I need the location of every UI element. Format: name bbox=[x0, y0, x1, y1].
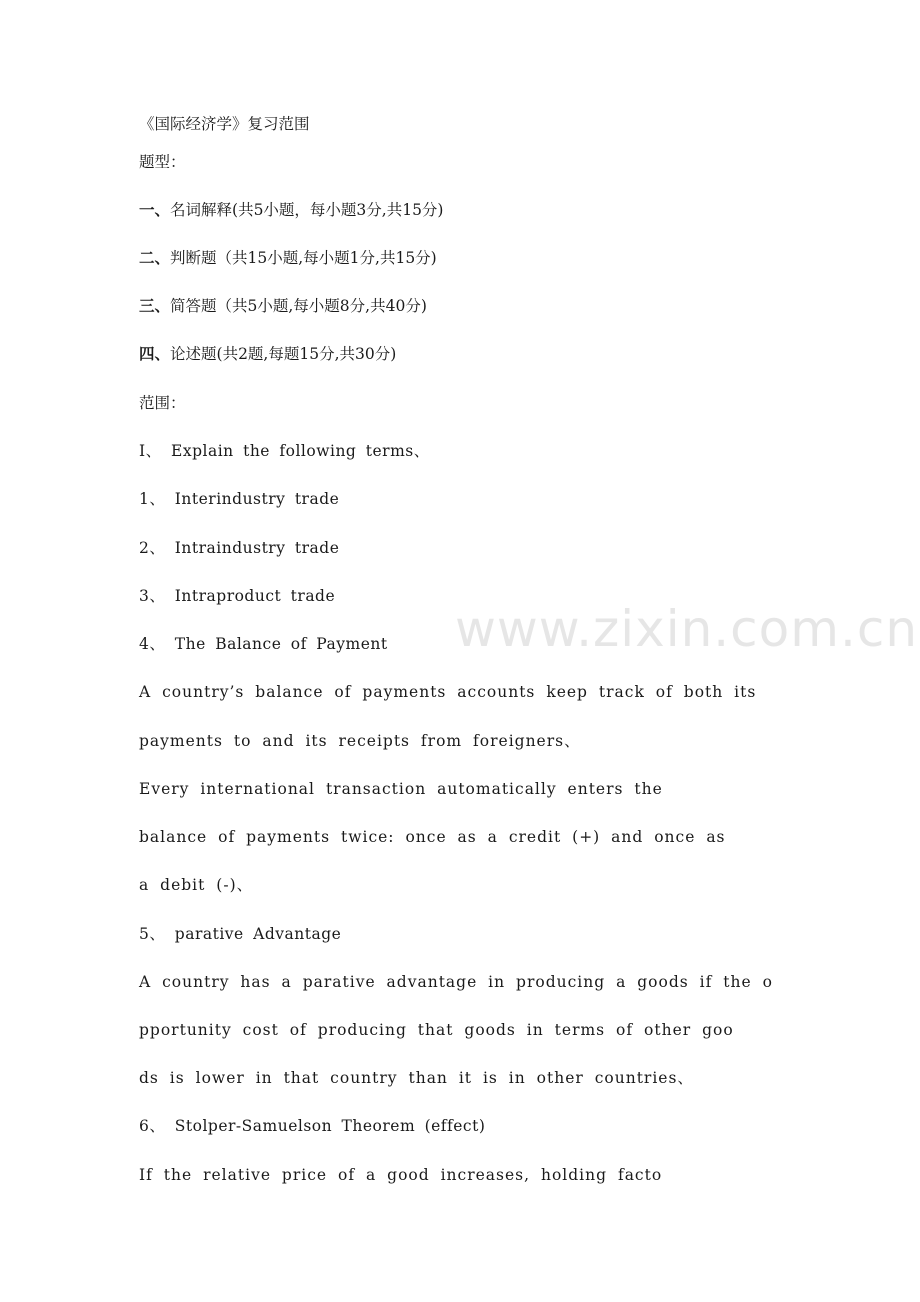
term-item-3: 3、 Intraproduct trade bbox=[139, 587, 336, 605]
bop-definition-line: payments to and its receipts from foreigners、 bbox=[139, 732, 581, 750]
question-type-2 bbox=[139, 247, 860, 269]
term-item-2: 2、 Intraindustry trade bbox=[139, 539, 340, 557]
ca-definition-line: ds is lower in that country than it is in other countries、 bbox=[139, 1069, 694, 1087]
term-item-5: 5、 parative Advantage bbox=[139, 925, 342, 943]
question-type-text: 判断题（共15小题,每小题1分,共15分) bbox=[170, 249, 437, 267]
section-heading: I、 Explain the following terms、 bbox=[139, 442, 430, 460]
term-item-6: 6、 Stolper-Samuelson Theorem (effect) bbox=[139, 1117, 486, 1135]
bop-definition-line: balance of payments twice: once as a credit (+) and once as bbox=[139, 828, 726, 846]
document-title: 《国际经济学》复习范围 bbox=[139, 115, 310, 133]
term-item-4: 4、 The Balance of Payment bbox=[139, 635, 388, 653]
question-type-text: 论述题(共2题,每题15分,共30分) bbox=[170, 345, 397, 363]
ca-definition-line: A country has a parative advantage in producing a goods if the o bbox=[139, 973, 773, 991]
question-type-3 bbox=[139, 295, 860, 317]
question-type-4 bbox=[139, 343, 860, 365]
ca-definition-line: pportunity cost of producing that goods in terms of other goo bbox=[139, 1021, 734, 1039]
question-type-number: 四、 bbox=[139, 344, 171, 363]
question-types-label: 题型： bbox=[139, 153, 186, 171]
question-type-number: 三、 bbox=[139, 296, 171, 315]
ss-definition-line: If the relative price of a good increases, holding facto bbox=[139, 1166, 663, 1184]
question-type-number: 一、 bbox=[139, 200, 171, 219]
term-item-1: 1、 Interindustry trade bbox=[139, 490, 340, 508]
bop-definition-line: A country’s balance of payments accounts keep track of both its bbox=[139, 683, 757, 701]
question-type-number: 二、 bbox=[139, 248, 171, 267]
bop-definition-line: Every international transaction automatically enters the bbox=[139, 780, 663, 798]
question-type-text: 名词解释(共5小题，每小题3分,共15分) bbox=[170, 201, 444, 219]
scope-label: 范围： bbox=[139, 394, 186, 412]
watermark: www.zixin.com.cn bbox=[455, 600, 919, 658]
bop-definition-line: a debit (-)、 bbox=[139, 876, 254, 894]
question-type-1 bbox=[139, 199, 860, 221]
question-type-text: 简答题（共5小题,每小题8分,共40分) bbox=[170, 297, 427, 315]
